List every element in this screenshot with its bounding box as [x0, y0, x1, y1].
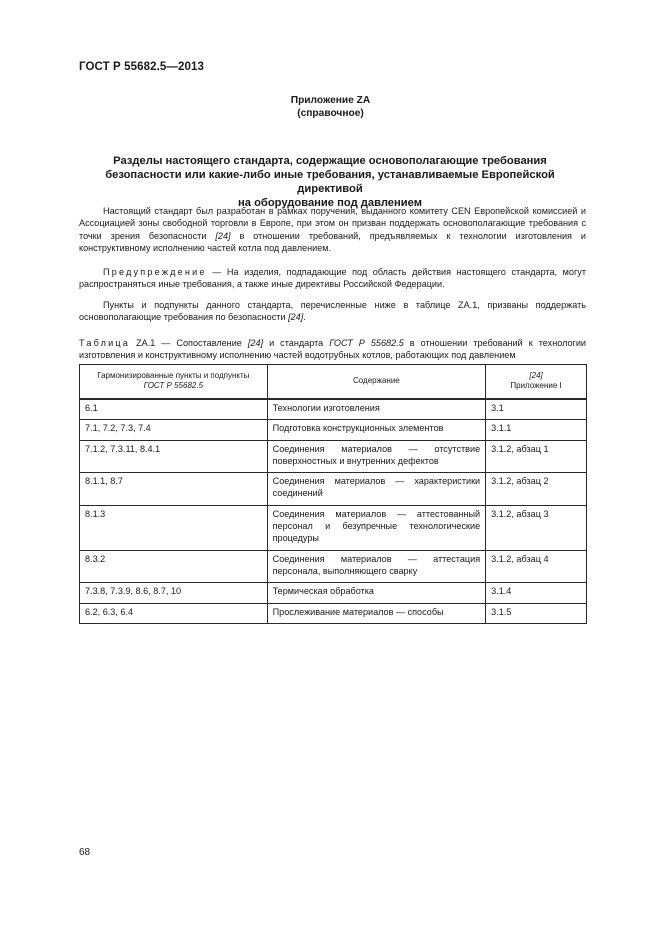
paragraph-clauses	[79, 299, 586, 324]
cell-clauses: 7.1, 7.2, 7.3, 7.4	[80, 420, 268, 440]
warning-label: Предупреждение	[103, 267, 207, 277]
cell-clauses: 8.3.2	[80, 550, 268, 583]
cell-content: Прослеживание материалов — способы	[267, 603, 486, 623]
cell-content: Термическая обработка	[267, 583, 486, 603]
cell-annex: 3.1.2, абзац 2	[486, 473, 587, 506]
table-row	[80, 603, 587, 623]
header-annex	[486, 365, 587, 400]
cell-annex: 3.1	[486, 399, 587, 420]
section-title-line: безопасности или какие-либо иные требования, устанавливаемые Европейской директивой	[105, 169, 555, 195]
header-annex-ref: [24]	[529, 370, 543, 380]
table-za1	[79, 364, 587, 624]
cell-clauses: 6.1	[80, 399, 268, 420]
cell-clauses: 7.1.2, 7.3.11, 8.4.1	[80, 440, 268, 473]
table-row	[80, 399, 587, 420]
paragraph-warning	[79, 266, 586, 291]
caption-standard: ГОСТ Р 55682.5	[329, 338, 404, 348]
page-number: 68	[79, 847, 91, 858]
caption-text: ZA.1 — Сопоставление	[130, 338, 248, 348]
table-caption	[79, 337, 586, 362]
table-row	[80, 583, 587, 603]
table-header-row	[80, 365, 587, 400]
table-row	[80, 420, 587, 440]
caption-reference: [24]	[247, 338, 264, 348]
paragraph-text: — На изделия, подпадающие под область действия настоящего стандарта, могут распространяться иные требования, а также иные директивы Российской Федерации.	[79, 267, 586, 290]
paragraph-text: Пункты и подпункты данного стандарта, перечисленные ниже в таблице ZA.1, призваны поддержать основополагающие требования по безопасности	[79, 300, 586, 323]
cell-annex: 3.1.5	[486, 603, 587, 623]
paragraph-text: Настоящий стандарт был разработан в рамках поручения, выданного комитету CEN Европейской комиссией и Ассоциацией зоны свободной торговли в Европе, при этом он призван поддержать основополагающие требования с точки зрения безопасности	[79, 206, 586, 241]
cell-clauses: 6.2, 6.3, 6.4	[80, 603, 268, 623]
paragraph-text: .	[303, 312, 306, 323]
cell-content: Соединения материалов — характеристики соединений	[267, 473, 486, 506]
header-clauses-line1: Гармонизированные пункты и подпункты	[97, 370, 250, 380]
header-annex-label: Приложение I	[510, 381, 562, 390]
annex-heading	[0, 94, 661, 120]
table-row	[80, 505, 587, 550]
table-row	[80, 440, 587, 473]
table-body	[80, 399, 587, 623]
cell-annex: 3.1.1	[486, 420, 587, 440]
header-clauses	[80, 365, 268, 400]
header-clauses-line2: ГОСТ Р 55682.5	[143, 381, 204, 390]
section-title-line: на оборудование под давлением	[237, 197, 423, 209]
reference-24: [24]	[215, 230, 231, 241]
section-title	[80, 154, 580, 210]
cell-annex: 3.1.4	[486, 583, 587, 603]
cell-content: Соединения материалов — аттестация персонала, выполняющего сварку	[267, 550, 486, 583]
caption-label: Таблица	[79, 338, 131, 348]
cell-clauses: 8.1.3	[80, 505, 268, 550]
cell-annex: 3.1.2, абзац 3	[486, 505, 587, 550]
annex-subtitle: (справочное)	[297, 108, 364, 119]
annex-title: Приложение ZA	[290, 95, 371, 106]
table-row	[80, 473, 587, 506]
cell-annex: 3.1.2, абзац 4	[486, 550, 587, 583]
caption-text: в отношении требований к технологии изготовления и конструктивному исполнению частей водотрубных котлов, работающих под давлением	[79, 338, 587, 361]
document-code: ГОСТ Р 55682.5—2013	[79, 61, 204, 73]
cell-clauses: 8.1.1, 8.7	[80, 473, 268, 506]
cell-content: Соединения материалов — отсутствие поверхностных и внутренних дефектов	[267, 440, 486, 473]
paragraph-text: в отношении требований, предъявляемых к технологии изготовления и конструктивному исполнению частей котла под давлением.	[79, 230, 586, 253]
cell-content: Технологии изготовления	[267, 399, 486, 420]
cell-annex: 3.1.2, абзац 1	[486, 440, 587, 473]
cell-clauses: 7.3.8, 7.3.9, 8.6, 8.7, 10	[80, 583, 268, 603]
cell-content: Соединения материалов — аттестованный персонал и безупречные технологические процедуры	[267, 505, 486, 550]
header-content: Содержание	[267, 365, 486, 400]
cell-content: Подготовка конструкционных элементов	[267, 420, 486, 440]
caption-text: и стандарта	[263, 338, 330, 348]
section-title-line: Разделы настоящего стандарта, содержащие основополагающие требования	[113, 155, 547, 167]
table-row	[80, 550, 587, 583]
reference-24: [24]	[288, 312, 304, 323]
paragraph-scope	[79, 205, 586, 254]
